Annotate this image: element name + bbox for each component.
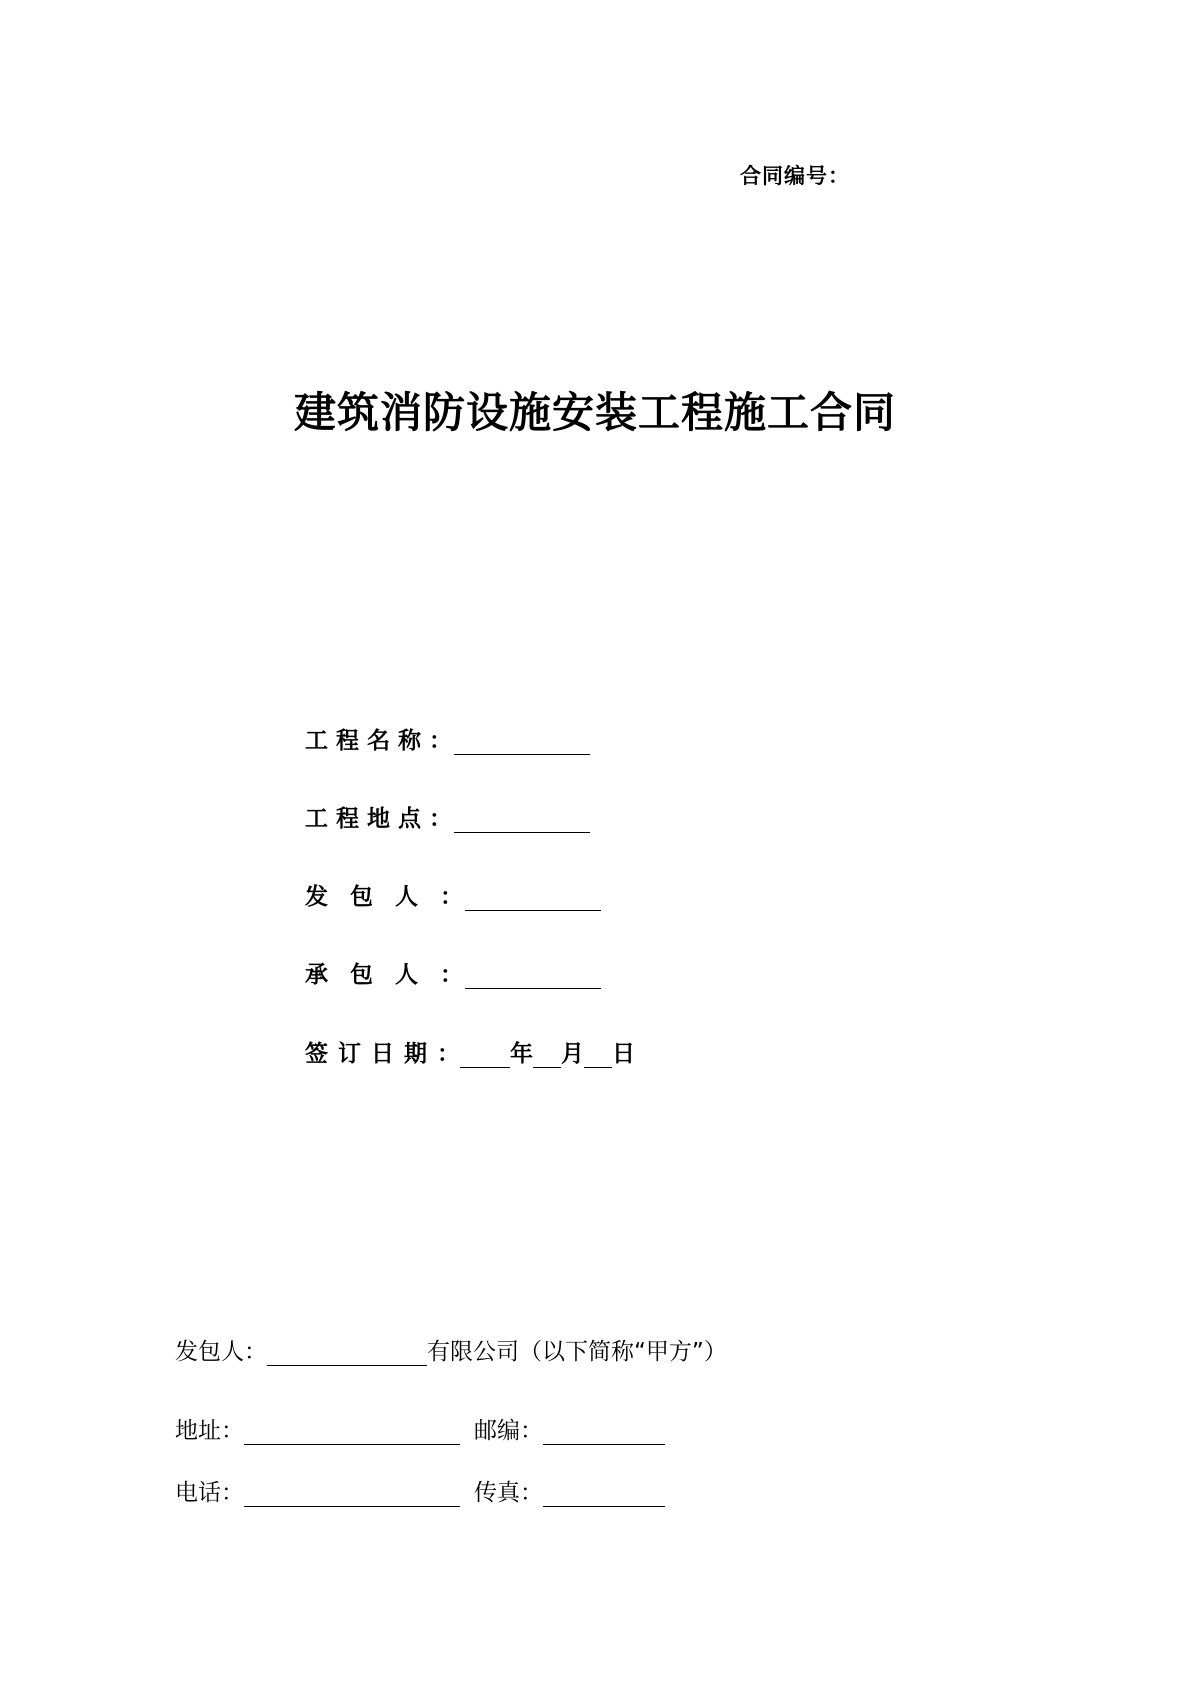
sign-day-label: 日 <box>612 1041 635 1067</box>
employer-company-line <box>175 1333 727 1366</box>
sign-date-field <box>305 1035 635 1068</box>
sign-date-colon: ： <box>437 1041 460 1067</box>
fax-blank[interactable] <box>543 1484 665 1507</box>
sign-year-label: 年 <box>510 1041 533 1067</box>
project-location-blank[interactable] <box>454 810 590 833</box>
postcode-label: 邮编： <box>474 1418 543 1444</box>
project-location-colon: ： <box>429 806 452 832</box>
address-blank[interactable] <box>244 1422 460 1445</box>
project-location-label: 工程地点 <box>305 806 429 832</box>
phone-fax-line <box>175 1474 665 1507</box>
sign-year-blank[interactable] <box>460 1045 510 1068</box>
project-location-field <box>305 800 590 833</box>
phone-blank[interactable] <box>244 1484 460 1507</box>
employer-company-blank[interactable] <box>267 1343 427 1366</box>
project-name-blank[interactable] <box>454 732 590 755</box>
phone-label: 电话： <box>175 1480 244 1506</box>
address-label: 地址： <box>175 1418 244 1444</box>
contractor-colon: ： <box>440 962 463 988</box>
contractor-field <box>305 956 601 989</box>
project-name-label: 工程名称 <box>305 728 429 754</box>
project-name-colon: ： <box>429 728 452 754</box>
employer-company-label: 发包人： <box>175 1339 267 1365</box>
fax-label: 传真： <box>474 1480 543 1506</box>
employer-field <box>305 878 601 911</box>
employer-label: 发包人 <box>305 884 440 910</box>
sign-month-label: 月 <box>561 1041 584 1067</box>
contractor-label: 承包人 <box>305 962 440 988</box>
sign-date-label: 签订日期 <box>305 1041 437 1067</box>
sign-month-blank[interactable] <box>533 1045 561 1068</box>
contractor-blank[interactable] <box>465 966 601 989</box>
project-name-field <box>305 722 590 755</box>
employer-colon: ： <box>440 884 463 910</box>
employer-blank[interactable] <box>465 888 601 911</box>
employer-company-suffix: 有限公司（以下简称“甲方”） <box>427 1339 727 1365</box>
address-postcode-line <box>175 1412 665 1445</box>
contract-number-label: 合同编号： <box>740 164 850 188</box>
page-title: 建筑消防设施安装工程施工合同 <box>293 388 896 437</box>
postcode-blank[interactable] <box>543 1422 665 1445</box>
sign-day-blank[interactable] <box>584 1045 612 1068</box>
